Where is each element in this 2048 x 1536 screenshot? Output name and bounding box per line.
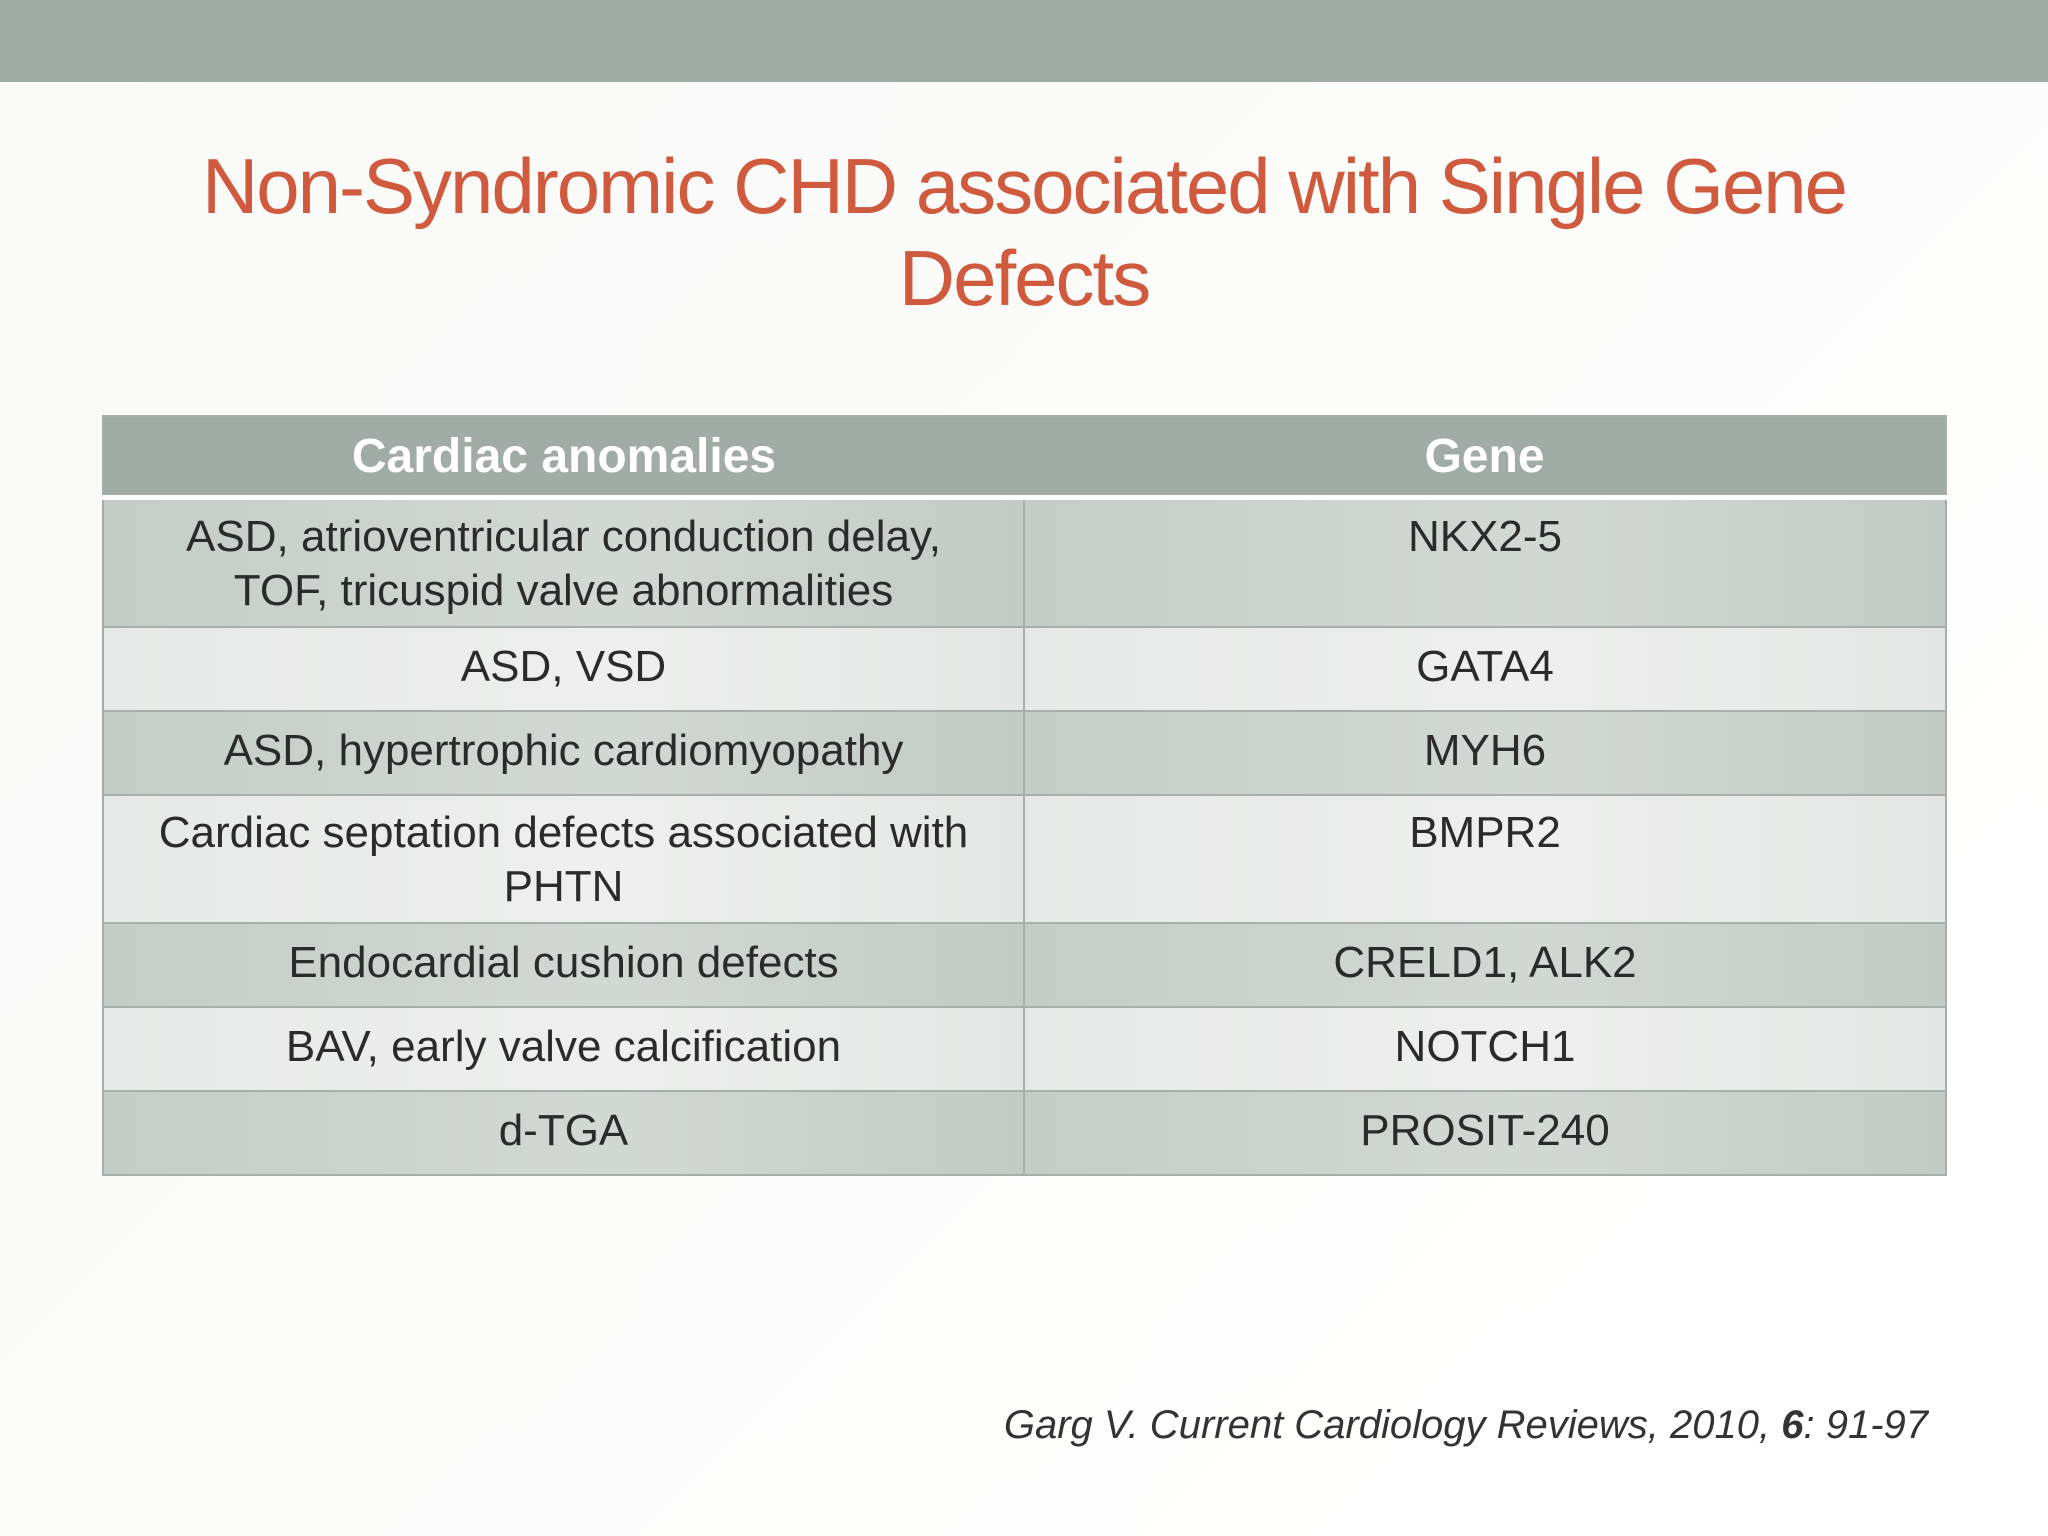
table-row <box>103 498 1946 628</box>
gene-cell: PROSIT-240 <box>1024 1091 1946 1175</box>
gene-cell: NKX2-5 <box>1024 498 1946 628</box>
slide-title: Non-Syndromic CHD associated with Single Gene Defects <box>201 142 1847 322</box>
anomaly-cell: ASD, hypertrophic cardiomyopathy <box>103 711 1024 795</box>
anomaly-cell: d-TGA <box>103 1091 1024 1175</box>
gene-table-container <box>102 415 1945 1176</box>
gene-cell: MYH6 <box>1024 711 1946 795</box>
gene-cell: CRELD1, ALK2 <box>1024 923 1946 1007</box>
header-gene: Gene <box>1024 416 1946 498</box>
anomaly-cell: BAV, early valve calcification <box>103 1007 1024 1091</box>
gene-table <box>102 415 1947 1176</box>
anomaly-cell: ASD, atrioventricular conduction delay, TOF, tricuspid valve abnormalities <box>103 498 1024 628</box>
top-accent-bar <box>0 0 2048 82</box>
header-cardiac-anomalies: Cardiac anomalies <box>103 416 1024 498</box>
anomaly-cell: Cardiac septation defects associated with PHTN <box>103 795 1024 923</box>
table-row <box>103 795 1946 923</box>
table-row <box>103 1091 1946 1175</box>
gene-cell: GATA4 <box>1024 627 1946 711</box>
anomaly-cell: ASD, VSD <box>103 627 1024 711</box>
citation <box>1004 1403 1928 1448</box>
anomaly-cell: Endocardial cushion defects <box>103 923 1024 1007</box>
table-row <box>103 1007 1946 1091</box>
citation-prefix: Garg V. Current Cardiology Reviews, 2010, <box>1003 1403 1782 1447</box>
table-row <box>103 627 1946 711</box>
citation-suffix: : 91-97 <box>1803 1403 1928 1447</box>
citation-volume: 6 <box>1781 1403 1804 1447</box>
table-row <box>103 711 1946 795</box>
gene-cell: NOTCH1 <box>1024 1007 1946 1091</box>
table-row <box>103 923 1946 1007</box>
gene-cell: BMPR2 <box>1024 795 1946 923</box>
table-header-row <box>103 416 1946 498</box>
